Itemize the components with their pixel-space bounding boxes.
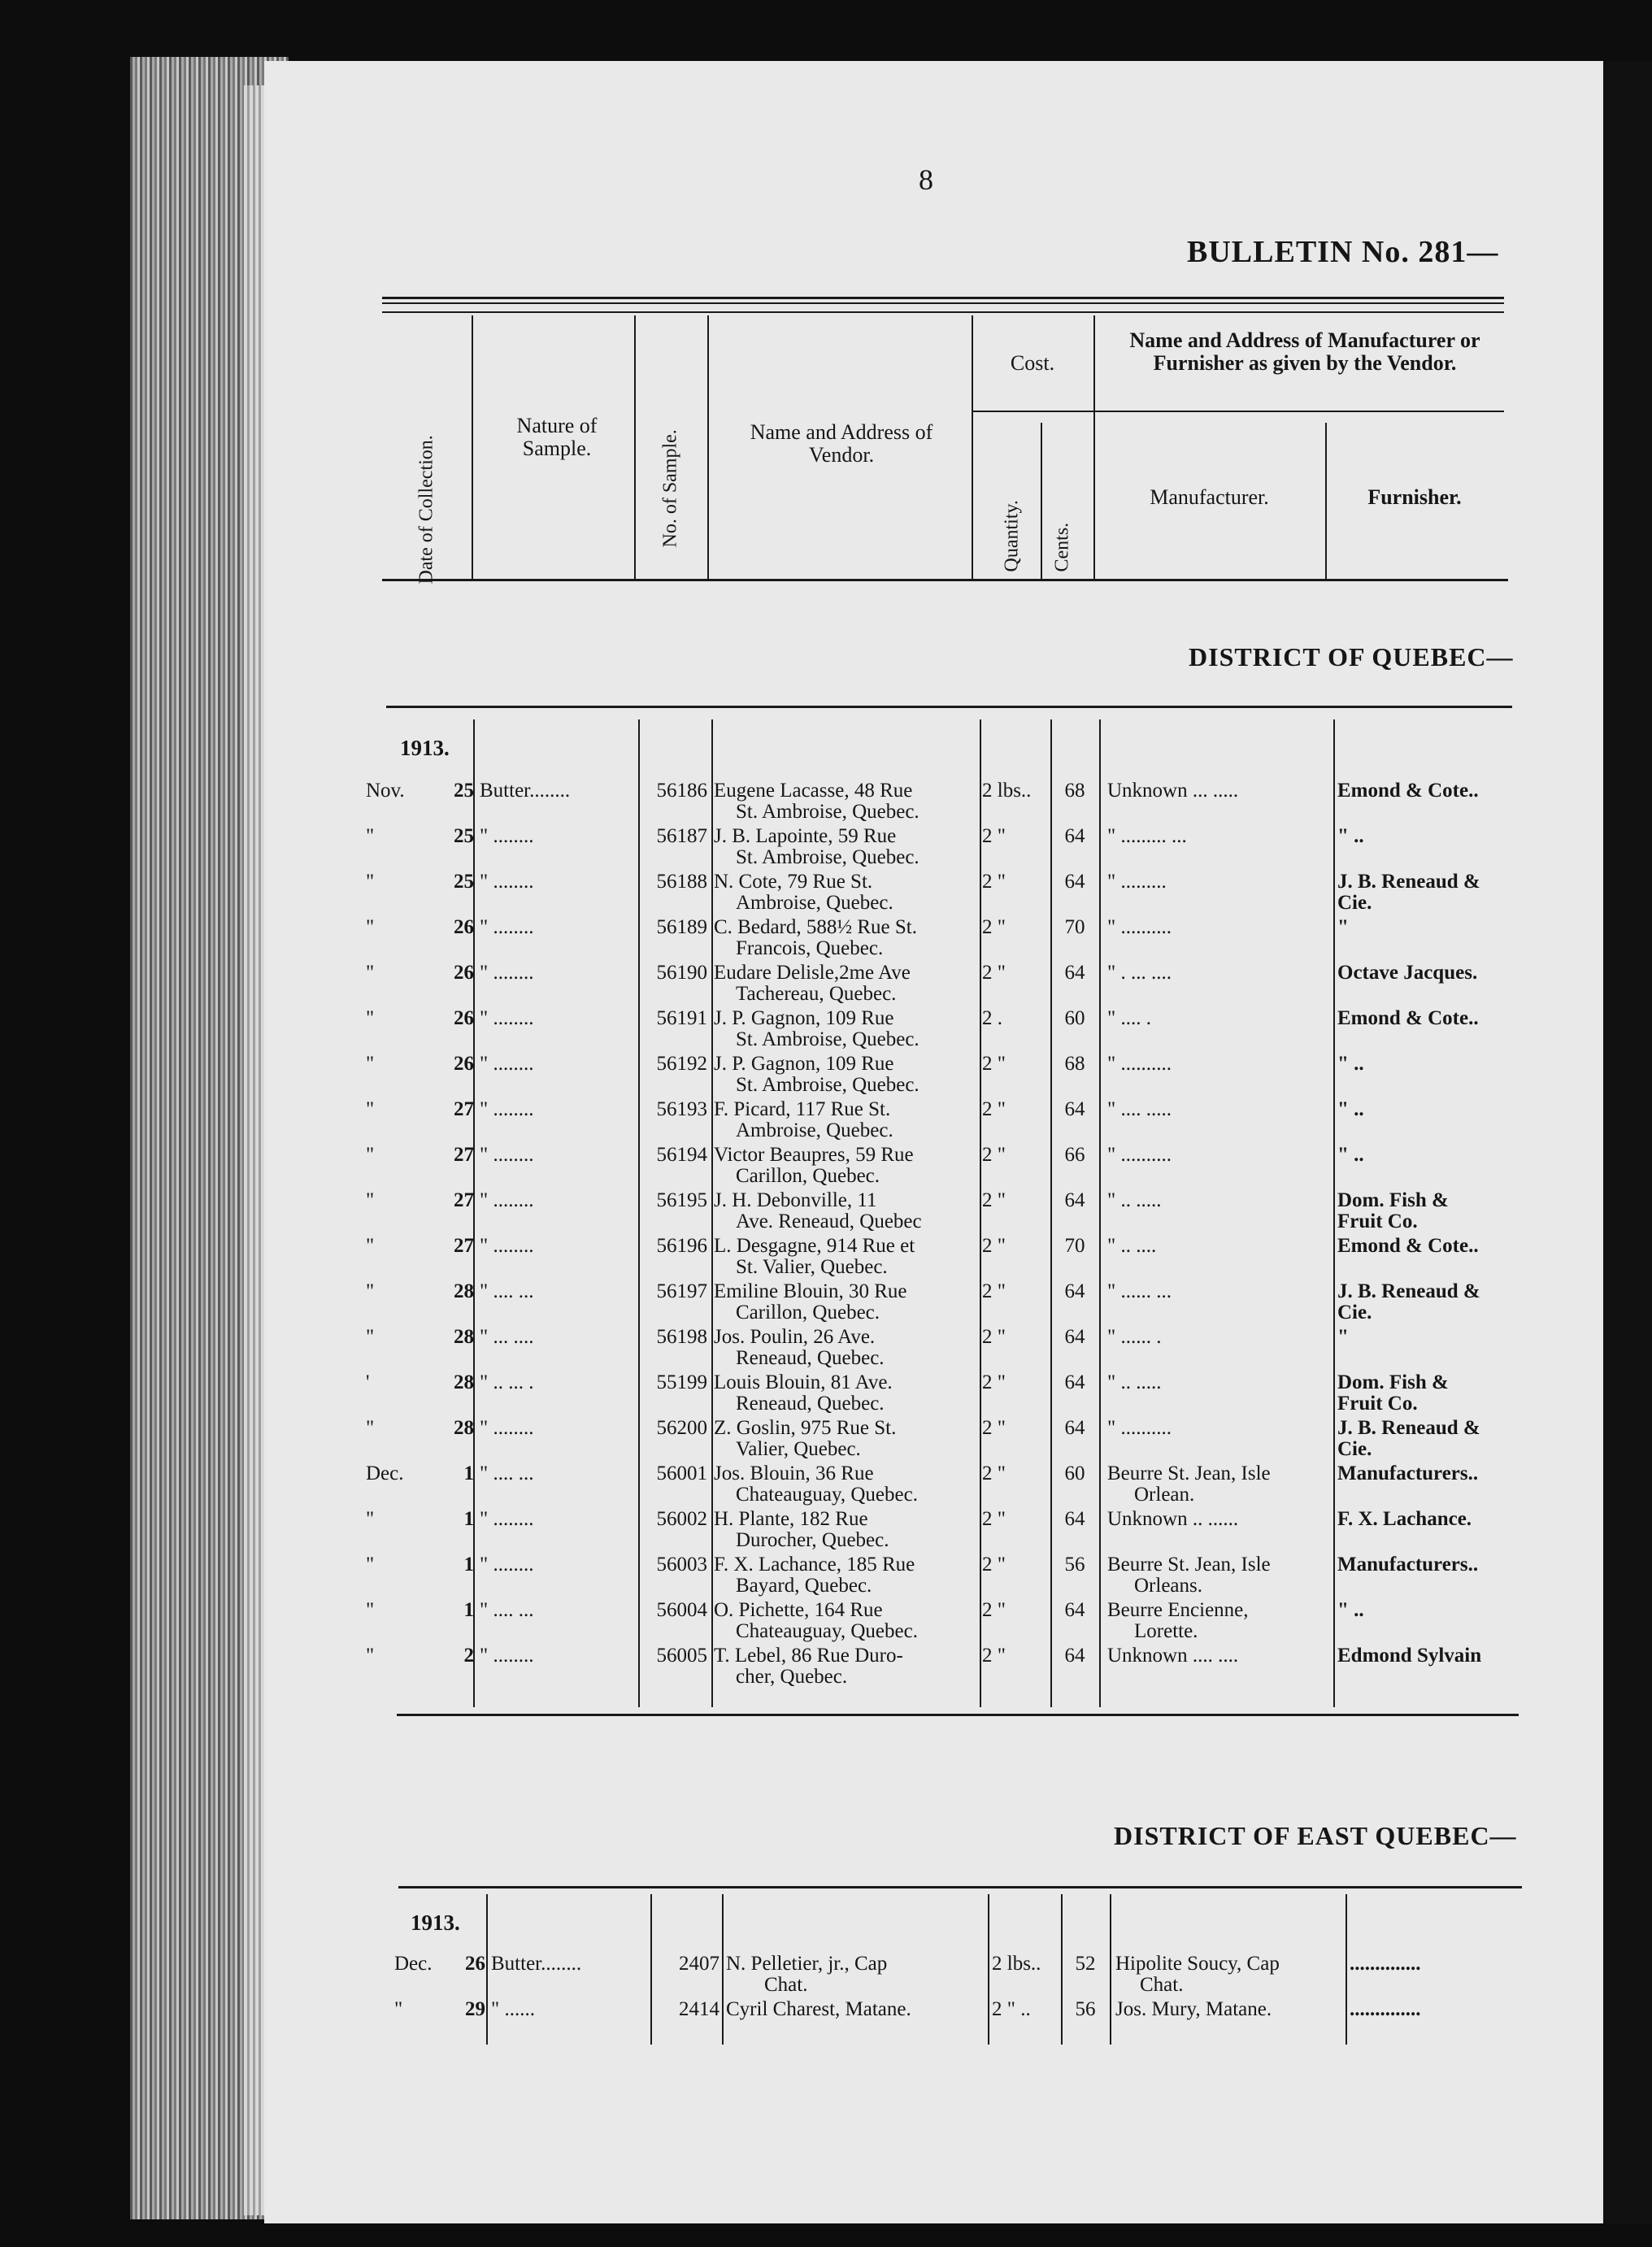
vendor-line2: Bayard, Quebec. — [736, 1575, 872, 1597]
sample-no: 56192 — [656, 1053, 707, 1075]
manufacturer-line2: Lorette. — [1134, 1620, 1198, 1642]
day: 27 — [454, 1098, 474, 1120]
manufacturer-line1: Unknown .. ...... — [1107, 1508, 1239, 1530]
cents: 64 — [1064, 1417, 1085, 1439]
vendor-line2: Carillon, Quebec. — [736, 1165, 880, 1187]
vendor-line2: St. Ambroise, Quebec. — [736, 1028, 919, 1050]
vendor-line2: St. Ambroise, Quebec. — [736, 846, 919, 868]
sample-no: 56198 — [656, 1326, 707, 1348]
s1-vline-5 — [1050, 719, 1052, 1707]
day: 28 — [454, 1326, 474, 1348]
manufacturer-line1: " .......... — [1107, 916, 1172, 938]
manufacturer-line1: Unknown ... ..... — [1107, 780, 1239, 802]
nature: " ........ — [480, 962, 534, 984]
manufacturer-line2: Orlean. — [1134, 1484, 1195, 1506]
furnisher-line1: " — [1337, 916, 1349, 938]
furnisher-line1: J. B. Reneaud & — [1337, 1280, 1480, 1302]
day: 25 — [454, 780, 474, 802]
nature: " ........ — [480, 1554, 534, 1576]
vendor-line1: Jos. Blouin, 36 Rue — [714, 1463, 874, 1484]
cents: 64 — [1064, 825, 1085, 847]
vendor-line1: Eudare Delisle,2me Ave — [714, 962, 911, 984]
day: 26 — [454, 916, 474, 938]
manufacturer-line1: " . ... .... — [1107, 962, 1172, 984]
month: " — [366, 962, 375, 984]
month: " — [366, 1599, 375, 1621]
nature: " ........ — [480, 916, 534, 938]
vendor-line2: St. Valier, Quebec. — [736, 1256, 888, 1278]
s2-vline-3 — [722, 1894, 724, 2045]
sample-no: 2407 — [679, 1953, 719, 1975]
quantity: 2 . — [982, 1007, 1002, 1029]
cents: 64 — [1064, 1599, 1085, 1621]
s1-vline-7 — [1333, 719, 1335, 1707]
month: " — [366, 1508, 375, 1530]
quantity: 2 " — [982, 1645, 1006, 1667]
vendor-line2: Valier, Quebec. — [736, 1438, 861, 1460]
sample-no: 56187 — [656, 825, 707, 847]
month: Dec. — [366, 1463, 404, 1484]
manufacturer-line2: Orleans. — [1134, 1575, 1202, 1597]
cents: 64 — [1064, 1371, 1085, 1393]
month: " — [366, 1144, 375, 1166]
furnisher-line2: Fruit Co. — [1337, 1210, 1418, 1232]
vendor-line1: Eugene Lacasse, 48 Rue — [714, 780, 913, 802]
manufacturer-line1: Beurre Encienne, — [1107, 1599, 1249, 1621]
header-vendor: Name and Address of Vendor. — [750, 420, 933, 467]
month: " — [394, 1998, 403, 2020]
day: 25 — [454, 871, 474, 893]
bulletin-title: BULLETIN No. 281— — [1187, 235, 1499, 269]
quantity: 2 " — [982, 1463, 1006, 1484]
manufacturer-line1: Jos. Mury, Matane. — [1115, 1998, 1272, 2020]
quantity: 2 lbs.. — [992, 1953, 1041, 1975]
sample-no: 56193 — [656, 1098, 707, 1120]
day: 26 — [454, 1053, 474, 1075]
manufacturer-line1: " .. ..... — [1107, 1371, 1162, 1393]
month: " — [366, 1326, 375, 1348]
manufacturer-line1: " .......... — [1107, 1053, 1172, 1075]
header-quantity: Quantity. — [1001, 500, 1023, 572]
header-vline-7 — [1325, 423, 1327, 580]
month: " — [366, 1098, 375, 1120]
header-vline-5 — [1041, 423, 1042, 580]
nature: " ........ — [480, 825, 534, 847]
cents: 64 — [1064, 1645, 1085, 1667]
cents: 70 — [1064, 1235, 1085, 1257]
furnisher-line1: " .. — [1337, 1053, 1364, 1075]
vendor-line1: H. Plante, 182 Rue — [714, 1508, 868, 1530]
header-top-rule — [382, 297, 1504, 299]
section1-bottom-rule — [397, 1714, 1519, 1716]
day: 28 — [454, 1371, 474, 1393]
vendor-line1: Jos. Poulin, 26 Ave. — [714, 1326, 876, 1348]
header-sample-no: No. of Sample. — [659, 429, 681, 548]
sample-no: 56001 — [656, 1463, 707, 1484]
nature: " ........ — [480, 1053, 534, 1075]
sample-no: 56186 — [656, 780, 707, 802]
day: 25 — [454, 825, 474, 847]
page-number: 8 — [919, 163, 933, 196]
cents: 56 — [1075, 1998, 1096, 2020]
manufacturer-line1: " .... . — [1107, 1007, 1151, 1029]
sample-no: 56002 — [656, 1508, 707, 1530]
s2-vline-1 — [486, 1894, 488, 2045]
quantity: 2 " — [982, 871, 1006, 893]
month: " — [366, 1645, 375, 1667]
cents: 56 — [1064, 1554, 1085, 1576]
s1-vline-2 — [638, 719, 640, 1707]
furnisher-line1: Emond & Cote.. — [1337, 780, 1479, 802]
day: 1 — [463, 1599, 474, 1621]
vendor-line2: Tachereau, Quebec. — [736, 983, 897, 1005]
vendor-line2: Ambroise, Quebec. — [736, 892, 893, 914]
nature: " ........ — [480, 1508, 534, 1530]
furnisher-line2: Cie. — [1337, 1438, 1372, 1460]
s2-vline-4 — [988, 1894, 989, 2045]
month: " — [366, 1235, 375, 1257]
sample-no: 56003 — [656, 1554, 707, 1576]
s2-vline-6 — [1110, 1894, 1111, 2045]
furnisher-line1: " — [1337, 1326, 1349, 1348]
day: 28 — [454, 1417, 474, 1439]
quantity: 2 " — [982, 1189, 1006, 1211]
nature: " ........ — [480, 1144, 534, 1166]
s2-vline-2 — [650, 1894, 652, 2045]
header-date: Date of Collection. — [415, 435, 437, 585]
furnisher-line1: " .. — [1337, 1144, 1364, 1166]
cents: 60 — [1064, 1463, 1085, 1484]
cents: 64 — [1064, 871, 1085, 893]
sample-no: 56196 — [656, 1235, 707, 1257]
day: 26 — [454, 1007, 474, 1029]
furnisher-line2: Cie. — [1337, 1302, 1372, 1323]
quantity: 2 " — [982, 1144, 1006, 1166]
header-furnisher: Furnisher. — [1367, 485, 1462, 509]
vendor-line1: Victor Beaupres, 59 Rue — [714, 1144, 914, 1166]
s1-vline-6 — [1099, 719, 1101, 1707]
nature: " ...... — [491, 1998, 535, 2020]
month: " — [366, 1007, 375, 1029]
vendor-line2: St. Ambroise, Quebec. — [736, 801, 919, 823]
furnisher-line2: Fruit Co. — [1337, 1393, 1418, 1415]
nature: " ... .... — [480, 1326, 534, 1348]
nature: " ........ — [480, 1098, 534, 1120]
vendor-line2: Ave. Reneaud, Quebec — [736, 1210, 922, 1232]
vendor-line2: Francois, Quebec. — [736, 937, 884, 959]
vendor-line2: Reneaud, Quebec. — [736, 1393, 885, 1415]
month: " — [366, 916, 375, 938]
section1-year: 1913. — [400, 736, 450, 760]
vendor-line2: Chat. — [764, 1974, 808, 1996]
day: 28 — [454, 1280, 474, 1302]
s1-vline-3 — [711, 719, 713, 1707]
quantity: 2 " — [982, 916, 1006, 938]
section1-top-rule — [386, 706, 1512, 708]
sample-no: 56197 — [656, 1280, 707, 1302]
section2-top-rule — [398, 1886, 1522, 1888]
nature: " .... ... — [480, 1463, 534, 1484]
day: 27 — [454, 1235, 474, 1257]
day: 27 — [454, 1189, 474, 1211]
quantity: 2 lbs.. — [982, 780, 1032, 802]
manufacturer-line1: " ...... . — [1107, 1326, 1162, 1348]
quantity: 2 " — [982, 1053, 1006, 1075]
vendor-line1: Z. Goslin, 975 Rue St. — [714, 1417, 897, 1439]
manufacturer-line2: Chat. — [1140, 1974, 1184, 1996]
header-bottom-rule — [382, 579, 1508, 581]
vendor-line2: Ambroise, Quebec. — [736, 1119, 893, 1141]
vendor-line2: St. Ambroise, Quebec. — [736, 1074, 919, 1096]
sample-no: 56004 — [656, 1599, 707, 1621]
vendor-line1: F. Picard, 117 Rue St. — [714, 1098, 891, 1120]
cents: 64 — [1064, 1280, 1085, 1302]
month: " — [366, 1417, 375, 1439]
manufacturer-line1: " .... ..... — [1107, 1098, 1172, 1120]
manufacturer-line1: " ......... ... — [1107, 825, 1187, 847]
day: 1 — [463, 1554, 474, 1576]
month: Dec. — [394, 1953, 433, 1975]
nature: " .... ... — [480, 1280, 534, 1302]
vendor-line2: Durocher, Quebec. — [736, 1529, 889, 1551]
nature: " ........ — [480, 1417, 534, 1439]
nature: " .. ... . — [480, 1371, 534, 1393]
quantity: 2 " — [982, 1417, 1006, 1439]
furnisher-line1: F. X. Lachance. — [1337, 1508, 1472, 1530]
vendor-line1: C. Bedard, 588½ Rue St. — [714, 916, 917, 938]
sample-no: 56195 — [656, 1189, 707, 1211]
header-manufacturer-group: Name and Address of Manufacturer or Furnisher as given by the Vendor. — [1129, 328, 1480, 375]
month: " — [366, 1189, 375, 1211]
furnisher-line1: Manufacturers.. — [1337, 1463, 1479, 1484]
cents: 70 — [1064, 916, 1085, 938]
manufacturer-line1: Hipolite Soucy, Cap — [1115, 1953, 1280, 1975]
quantity: 2 " — [982, 1599, 1006, 1621]
day: 26 — [454, 962, 474, 984]
header-top-rule-2 — [382, 302, 1504, 304]
furnisher-line1: Manufacturers.. — [1337, 1554, 1479, 1576]
nature: " ........ — [480, 1235, 534, 1257]
nature: " .... ... — [480, 1599, 534, 1621]
furnisher-line1: Edmond Sylvain — [1337, 1645, 1482, 1667]
furnisher-line1: J. B. Reneaud & — [1337, 1417, 1480, 1439]
vendor-line1: J. P. Gagnon, 109 Rue — [714, 1053, 894, 1075]
quantity: 2 " — [982, 1508, 1006, 1530]
month: " — [366, 1280, 375, 1302]
day: 2 — [463, 1645, 474, 1667]
cents: 60 — [1064, 1007, 1085, 1029]
header-cost: Cost. — [1010, 351, 1055, 375]
quantity: 2 " — [982, 1326, 1006, 1348]
nature: " ........ — [480, 1645, 534, 1667]
sample-no: 56188 — [656, 871, 707, 893]
header-cents: Cents. — [1051, 522, 1073, 572]
sample-no: 56189 — [656, 916, 707, 938]
month: Nov. — [366, 780, 405, 802]
s1-vline-4 — [980, 719, 981, 1707]
s2-vline-7 — [1346, 1894, 1347, 2045]
nature: Butter........ — [491, 1953, 582, 1975]
furnisher-line2: Cie. — [1337, 892, 1372, 914]
vendor-line1: N. Pelletier, jr., Cap — [726, 1953, 888, 1975]
sample-no: 56190 — [656, 962, 707, 984]
document-page — [264, 61, 1606, 2223]
manufacturer-line1: " ...... ... — [1107, 1280, 1172, 1302]
vendor-line2: Reneaud, Quebec. — [736, 1347, 885, 1369]
cents: 64 — [1064, 1326, 1085, 1348]
sample-no: 56200 — [656, 1417, 707, 1439]
furnisher-line1: .............. — [1350, 1998, 1421, 2020]
day: 1 — [463, 1463, 474, 1484]
manufacturer-line1: Beurre St. Jean, Isle — [1107, 1463, 1271, 1484]
sample-no: 56191 — [656, 1007, 707, 1029]
header-vline-6 — [1093, 315, 1095, 580]
manufacturer-line1: Unknown .... .... — [1107, 1645, 1239, 1667]
header-manufacturer: Manufacturer. — [1150, 485, 1269, 509]
header-vline-4 — [972, 315, 973, 580]
nature: " ........ — [480, 871, 534, 893]
vendor-line2: Carillon, Quebec. — [736, 1302, 880, 1323]
day: 1 — [463, 1508, 474, 1530]
manufacturer-line1: " .......... — [1107, 1144, 1172, 1166]
vendor-line2: cher, Quebec. — [736, 1666, 848, 1688]
sample-no: 56005 — [656, 1645, 707, 1667]
manufacturer-line1: Beurre St. Jean, Isle — [1107, 1554, 1271, 1576]
vendor-line1: J. P. Gagnon, 109 Rue — [714, 1007, 894, 1029]
s2-vline-5 — [1061, 1894, 1063, 2045]
vendor-line1: N. Cote, 79 Rue St. — [714, 871, 873, 893]
district-east-quebec-title: DISTRICT OF EAST QUEBEC— — [1114, 1821, 1517, 1850]
cents: 68 — [1064, 1053, 1085, 1075]
furnisher-line1: Dom. Fish & — [1337, 1371, 1449, 1393]
manufacturer-line1: " .. ..... — [1107, 1189, 1162, 1211]
furnisher-line1: .............. — [1350, 1953, 1421, 1975]
furnisher-line1: Dom. Fish & — [1337, 1189, 1449, 1211]
header-mid-rule — [972, 411, 1504, 412]
furnisher-line1: Emond & Cote.. — [1337, 1007, 1479, 1029]
month: ' — [366, 1371, 370, 1393]
header-vline-2 — [634, 315, 636, 580]
manufacturer-line1: " .. .... — [1107, 1235, 1157, 1257]
quantity: 2 " — [982, 1554, 1006, 1576]
month: " — [366, 1053, 375, 1075]
cents: 64 — [1064, 962, 1085, 984]
furnisher-line1: Emond & Cote.. — [1337, 1235, 1479, 1257]
quantity: 2 " .. — [992, 1998, 1031, 2020]
header-vline-1 — [472, 315, 473, 580]
nature: " ........ — [480, 1189, 534, 1211]
header-nature: Nature of Sample. — [516, 414, 598, 460]
quantity: 2 " — [982, 962, 1006, 984]
vendor-line2: Chateauguay, Quebec. — [736, 1484, 918, 1506]
quantity: 2 " — [982, 1371, 1006, 1393]
quantity: 2 " — [982, 1235, 1006, 1257]
quantity: 2 " — [982, 1098, 1006, 1120]
book-spine — [1603, 61, 1652, 2223]
vendor-line1: Emiline Blouin, 30 Rue — [714, 1280, 907, 1302]
manufacturer-line1: " .......... — [1107, 1417, 1172, 1439]
day: 29 — [465, 1998, 485, 2020]
cents: 52 — [1075, 1953, 1096, 1975]
quantity: 2 " — [982, 1280, 1006, 1302]
quantity: 2 " — [982, 825, 1006, 847]
nature: " ........ — [480, 1007, 534, 1029]
vendor-line1: J. B. Lapointe, 59 Rue — [714, 825, 897, 847]
vendor-line1: T. Lebel, 86 Rue Duro- — [714, 1645, 903, 1667]
manufacturer-line1: " ......... — [1107, 871, 1167, 893]
district-quebec-title: DISTRICT OF QUEBEC— — [1189, 642, 1514, 671]
furnisher-line1: " .. — [1337, 1599, 1364, 1621]
furnisher-line1: " .. — [1337, 825, 1364, 847]
sample-no: 2414 — [679, 1998, 719, 2020]
sample-no: 55199 — [656, 1371, 707, 1393]
cents: 64 — [1064, 1098, 1085, 1120]
cents: 64 — [1064, 1508, 1085, 1530]
vendor-line1: J. H. Debonville, 11 — [714, 1189, 877, 1211]
vendor-line1: Cyril Charest, Matane. — [726, 1998, 911, 2020]
sample-no: 56194 — [656, 1144, 707, 1166]
nature: Butter........ — [480, 780, 571, 802]
vendor-line2: Chateauguay, Quebec. — [736, 1620, 918, 1642]
cents: 66 — [1064, 1144, 1085, 1166]
vendor-line1: O. Pichette, 164 Rue — [714, 1599, 883, 1621]
furnisher-line1: Octave Jacques. — [1337, 962, 1478, 984]
day: 27 — [454, 1144, 474, 1166]
header-vline-3 — [707, 315, 709, 580]
section2-year: 1913. — [411, 1910, 460, 1935]
cents: 64 — [1064, 1189, 1085, 1211]
furnisher-line1: J. B. Reneaud & — [1337, 871, 1480, 893]
vendor-line1: F. X. Lachance, 185 Rue — [714, 1554, 915, 1576]
vendor-line1: Louis Blouin, 81 Ave. — [714, 1371, 893, 1393]
month: " — [366, 1554, 375, 1576]
header-top-rule-3 — [382, 311, 1504, 313]
month: " — [366, 825, 375, 847]
month: " — [366, 871, 375, 893]
cents: 68 — [1064, 780, 1085, 802]
day: 26 — [465, 1953, 485, 1975]
furnisher-line1: " .. — [1337, 1098, 1364, 1120]
vendor-line1: L. Desgagne, 914 Rue et — [714, 1235, 915, 1257]
